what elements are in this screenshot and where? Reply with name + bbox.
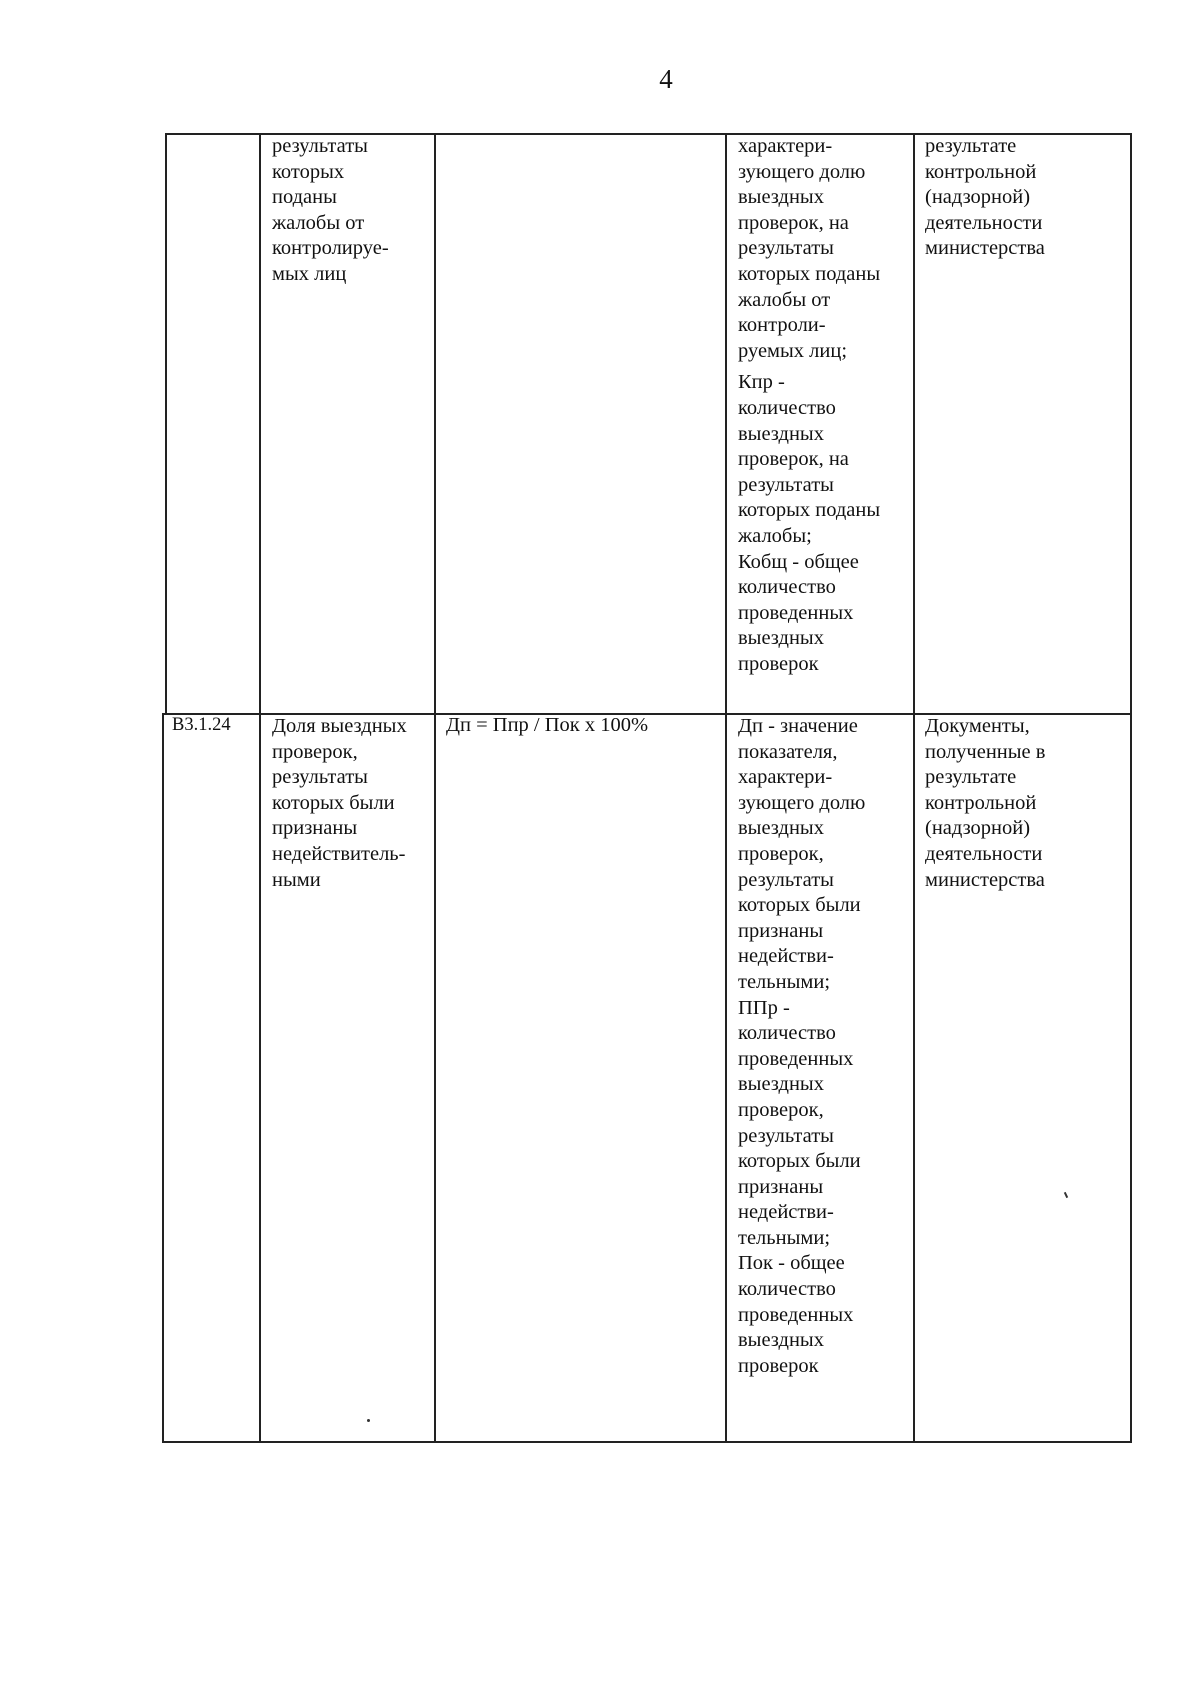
table-left-border (162, 713, 164, 1443)
row1-description-part1: характери- зующего долю выездных проверок, на результаты которых поданы жалобы от контроли- руемых лиц; (738, 135, 881, 362)
table-bottom-border (162, 1441, 1130, 1443)
table-right-border (1130, 133, 1132, 1443)
column-divider (259, 133, 261, 1443)
table-left-border (165, 133, 167, 714)
row1-source-cell (925, 134, 1125, 262)
scan-speck (367, 1419, 370, 1422)
row1-description-part2: Кпр - количество выездных проверок, на результаты которых поданы жалобы; Кобщ - общее количество проведенных выездных проверок (738, 371, 881, 675)
row2-code-cell (172, 713, 258, 739)
page-number: 4 (659, 64, 673, 94)
row2-code: В3.1.24 (172, 715, 231, 735)
row1-name-cell (272, 134, 427, 288)
row2-name-cell (272, 714, 427, 893)
row1-name: результаты которых поданы жалобы от контролируе- мых лиц (272, 135, 389, 285)
row2-source-cell (925, 714, 1125, 893)
column-divider (913, 133, 915, 1443)
row2-formula: Дп = Ппр / Пок x 100% (446, 714, 649, 736)
row2-formula-cell (446, 713, 716, 739)
row2-name: Доля выездных проверок, результаты которых были признаны недействитель- ными (272, 715, 407, 891)
row1-description-cell (738, 134, 904, 677)
column-divider (434, 133, 436, 1443)
scan-speck (1064, 1192, 1068, 1198)
row2-source: Документы, полученные в результате контрольной (надзорной) деятельности министерства (925, 715, 1046, 891)
row1-source: результате контрольной (надзорной) деятельности министерства (925, 135, 1045, 260)
column-divider (725, 133, 727, 1443)
row2-description: Дп - значение показателя, характери- зующего долю выездных проверок, результаты которых были признаны недействи- тельными; ППр - количество проведенных выездных проверок, результаты которых были признаны недействи- тельными; Пок - общее количество проведенных выездных проверок (738, 715, 866, 1377)
row2-description-cell (738, 714, 904, 1379)
